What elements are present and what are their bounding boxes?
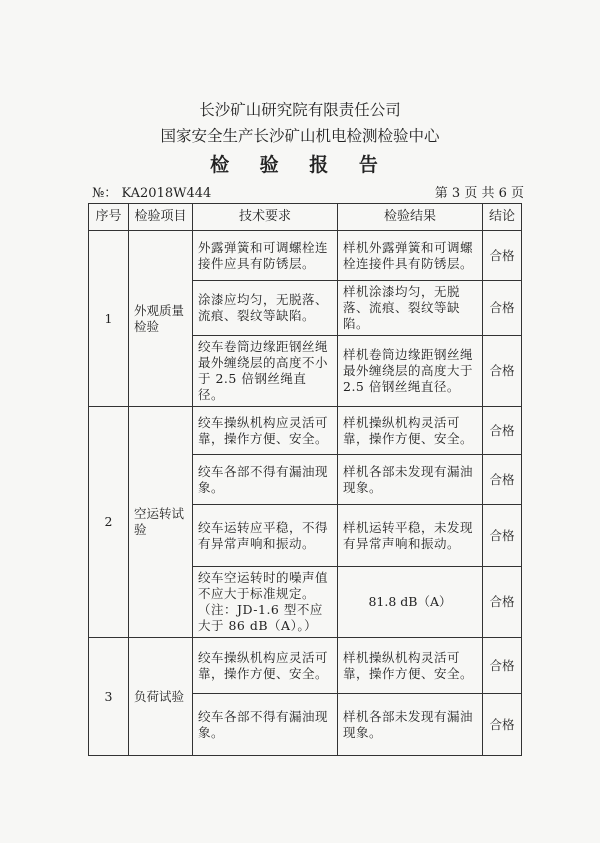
table-row bbox=[89, 407, 522, 455]
report-number-label: №： bbox=[92, 186, 118, 201]
conclusion-cell: 合格 bbox=[483, 231, 522, 281]
conclusion-cell: 合格 bbox=[483, 336, 522, 407]
result-cell: 81.8 dB（A） bbox=[338, 567, 483, 638]
report-title: 检 验 报 告 bbox=[210, 154, 390, 176]
inspection-table bbox=[88, 203, 522, 756]
result-cell: 样机涂漆均匀，无脱落、流痕、裂纹等缺陷。 bbox=[338, 281, 483, 336]
col-header-requirement: 技术要求 bbox=[193, 204, 338, 231]
org-name-line1: 长沙矿山研究院有限责任公司 bbox=[199, 101, 401, 119]
result-cell: 样机各部未发现有漏油现象。 bbox=[338, 694, 483, 756]
requirement-cell: 绞车各部不得有漏油现象。 bbox=[193, 694, 338, 756]
col-header-no: 序号 bbox=[89, 204, 129, 231]
conclusion-cell: 合格 bbox=[483, 455, 522, 505]
org-name-line2: 国家安全生产长沙矿山机电检测检验中心 bbox=[160, 127, 440, 145]
conclusion-cell: 合格 bbox=[483, 505, 522, 567]
conclusion-cell: 合格 bbox=[483, 407, 522, 455]
table-header-row bbox=[89, 204, 522, 231]
requirement-cell: 涂漆应均匀，无脱落、流痕、裂纹等缺陷。 bbox=[193, 281, 338, 336]
conclusion-cell: 合格 bbox=[483, 638, 522, 694]
conclusion-cell: 合格 bbox=[483, 694, 522, 756]
page-info: 第 3 页 共 6 页 bbox=[434, 186, 524, 201]
section-item: 负荷试验 bbox=[129, 638, 193, 756]
result-cell: 样机运转平稳，未发现有异常声响和振动。 bbox=[338, 505, 483, 567]
result-cell: 样机各部未发现有漏油现象。 bbox=[338, 455, 483, 505]
table-row bbox=[89, 231, 522, 281]
report-number-value: KA2018W444 bbox=[121, 186, 212, 201]
requirement-cell: 绞车空运转时的噪声值不应大于标准规定。（注：JD-1.6 型不应大于 86 dB（A）。） bbox=[193, 567, 338, 638]
section-item: 外观质量检验 bbox=[129, 231, 193, 407]
section-no: 2 bbox=[89, 407, 129, 638]
requirement-cell: 绞车操纵机构应灵活可靠，操作方便、安全。 bbox=[193, 638, 338, 694]
requirement-cell: 绞车操纵机构应灵活可靠，操作方便、安全。 bbox=[193, 407, 338, 455]
conclusion-cell: 合格 bbox=[483, 281, 522, 336]
result-cell: 样机操纵机构灵活可靠，操作方便、安全。 bbox=[338, 638, 483, 694]
col-header-item: 检验项目 bbox=[129, 204, 193, 231]
requirement-cell: 外露弹簧和可调螺栓连接件应具有防锈层。 bbox=[193, 231, 338, 281]
result-cell: 样机外露弹簧和可调螺栓连接件具有防锈层。 bbox=[338, 231, 483, 281]
col-header-result: 检验结果 bbox=[338, 204, 483, 231]
table-row bbox=[89, 638, 522, 694]
section-item: 空运转试验 bbox=[129, 407, 193, 638]
section-no: 1 bbox=[89, 231, 129, 407]
requirement-cell: 绞车各部不得有漏油现象。 bbox=[193, 455, 338, 505]
requirement-cell: 绞车运转应平稳，不得有异常声响和振动。 bbox=[193, 505, 338, 567]
conclusion-cell: 合格 bbox=[483, 567, 522, 638]
section-no: 3 bbox=[89, 638, 129, 756]
requirement-cell: 绞车卷筒边缘距钢丝绳最外缠绕层的高度不小于 2.5 倍钢丝绳直径。 bbox=[193, 336, 338, 407]
col-header-conclusion: 结论 bbox=[483, 204, 522, 231]
result-cell: 样机操纵机构灵活可靠，操作方便、安全。 bbox=[338, 407, 483, 455]
report-number bbox=[92, 182, 211, 201]
result-cell: 样机卷筒边缘距钢丝绳最外缠绕层的高度大于 2.5 倍钢丝绳直径。 bbox=[338, 336, 483, 407]
